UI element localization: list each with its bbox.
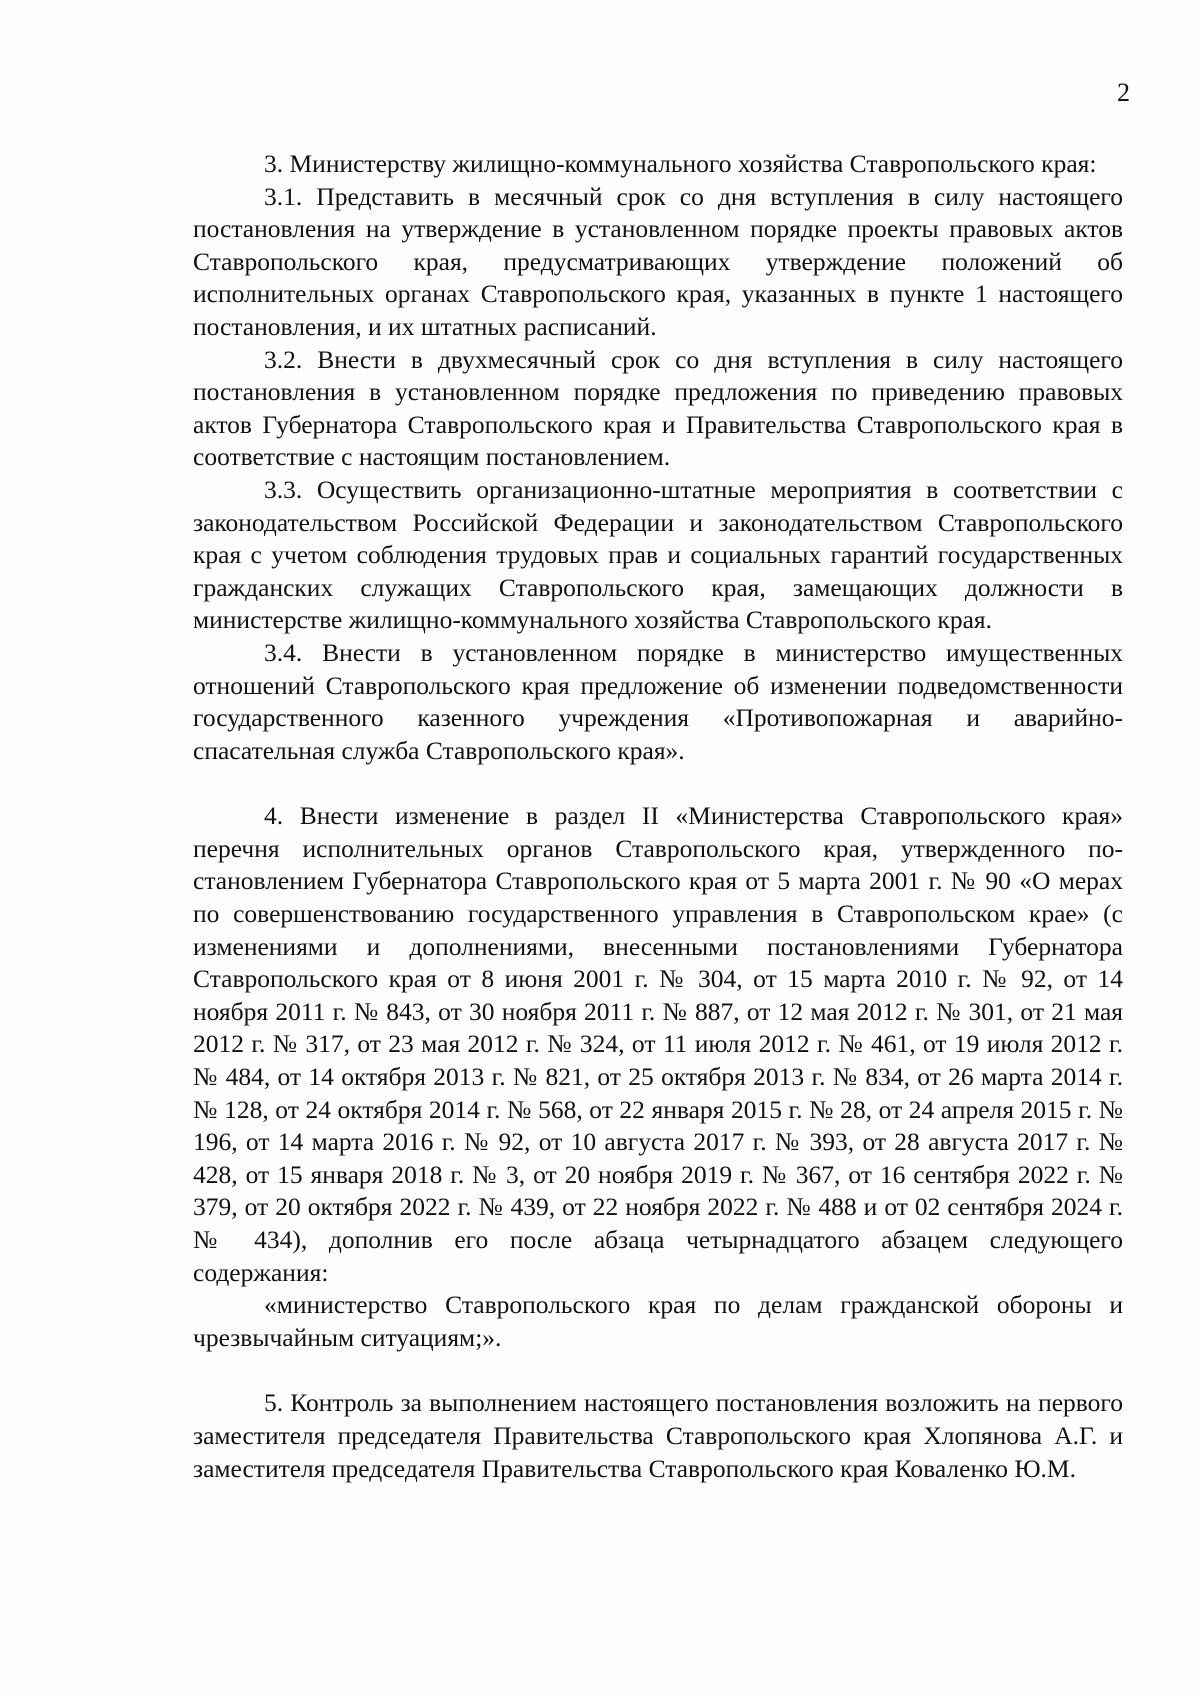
paragraph-4-quote: «министерство Ставропольского края по делам гражданской обороны и чрезвычайным ситуациям;».: [193, 1290, 1123, 1352]
paragraph-4: 4. Внести изменение в раздел II «Министерства Ставропольского края» перечня исполнительных органов Ставропольского края, утвержденного постановлением Губернатора Ставропольского края от 5 марта 2001 г. № 90 «О мерах по совершенствованию государственного управления в Ставропольском крае» (с изменениями и дополнениями, внесенными постановлениями Губернатора Ставропольского края от 8 июня 2001 г. № 304, от 15 марта 2010 г. № 92, от 14 ноября 2011 г. № 843, от 30 ноября 2011 г. № 887, от 12 мая 2012 г. № 301, от 21 мая 2012 г. № 317, от 23 мая 2012 г. № 324, от 11 июля 2012 г. № 461, от 19 июля 2012 г. № 484, от 14 октября 2013 г. № 821, от 25 октября 2013 г. № 834, от 26 марта 2014 г. № 128, от 24 октября 2014 г. № 568, от 22 января 2015 г. № 28, от 24 апреля 2015 г. № 196, от 14 марта 2016 г. № 92, от 10 августа 2017 г. № 393, от 28 августа 2017 г. № 428, от 15 января 2018 г. № 3, от 20 ноября 2019 г. № 367, от 16 сентября 2022 г. № 379, от 20 октября 2022 г. № 439, от 22 ноября 2022 г. № 488 и от 02 сентября 2024 г. № 434), дополнив его после абзаца четырнадцатого абзацем следующего содержания:: [193, 801, 1123, 1287]
page-number: 2: [1117, 78, 1130, 107]
paragraph-3: 3. Министерству жилищно-коммунального хозяйства Ставропольского края:: [264, 149, 1097, 178]
document-body: [193, 148, 1123, 1485]
paragraph-3-3: 3.3. Осуществить организационно-штатные мероприятия в соответствии с законодательством Российской Федерации и законодательством Ставропольского края с учетом соблюдения трудовых прав и социальных гарантий государственных гражданских служащих Ставропольского края, замещающих должности в министерстве жилищно-коммунального хозяйства Ставропольского края.: [193, 474, 1123, 635]
paragraph-5: 5. Контроль за выполнением настоящего постановления возложить на первого заместителя председателя Правительства Ставропольского края Хлопянова А.Г. и заместителя председателя Правительства Ставропольского края Коваленко Ю.М.: [193, 1388, 1123, 1483]
paragraph-3-2: 3.2. Внести в двухмесячный срок со дня вступления в силу настоящего постановления в установленном порядке предложения по приведению правовых актов Губернатора Ставропольского края и Правительства Ставропольского края в соответствие с настоящим постановлением.: [193, 344, 1123, 472]
paragraph-3-4: 3.4. Внести в установленном порядке в министерство имущественных отношений Ставропольского края предложение об изменении подведомственности государственного казенного учреждения «Противопожарная и аварийно-спасательная служба Ставропольского края».: [193, 637, 1123, 765]
paragraph-3-1: 3.1. Представить в месячный срок со дня вступления в силу настоящего постановления на утверждение в установленном порядке проекты правовых актов Ставропольского края, предусматривающих утверждение положений об исполнительных органах Ставропольского края, указанных в пункте 1 настоящего постановления, и их штатных расписаний.: [193, 181, 1123, 341]
